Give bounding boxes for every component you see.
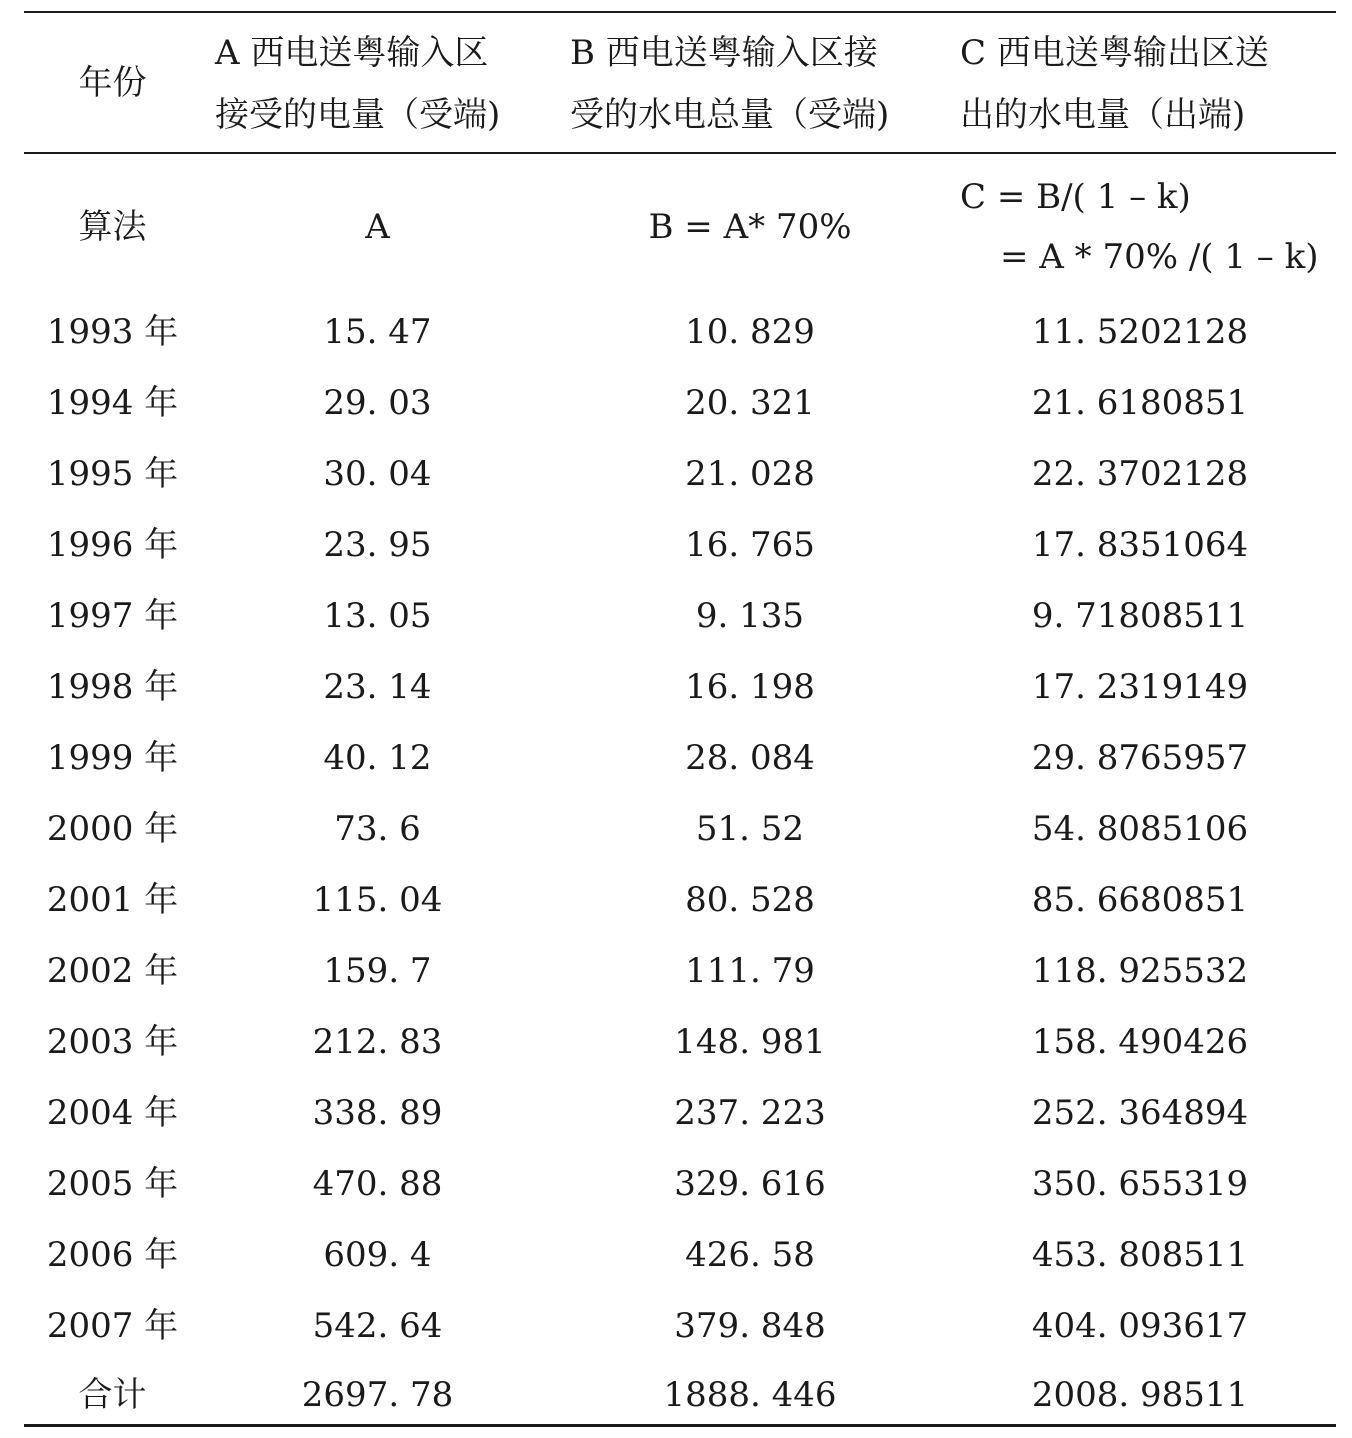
- row-value-c: 85. 6680851: [1031, 880, 1249, 920]
- method-a: A: [365, 207, 390, 247]
- row-value-a: 73. 6: [334, 809, 421, 849]
- table-row: [0, 1093, 1352, 1146]
- method-b: B = A* 70%: [648, 207, 852, 247]
- header-col-b: [570, 22, 889, 146]
- row-value-a: 15. 47: [323, 312, 432, 352]
- row-year: 2004 年: [46, 1093, 179, 1133]
- row-value-b: 28. 084: [685, 738, 815, 778]
- row-value-b: 20. 321: [685, 383, 815, 423]
- header-col-a-line1: A 西电送粤输入区: [215, 33, 489, 73]
- row-value-c: 453. 808511: [1031, 1235, 1249, 1275]
- row-value-c: 17. 8351064: [1031, 525, 1249, 565]
- row-value-b: 16. 198: [685, 667, 815, 707]
- table-row: [0, 1022, 1352, 1075]
- row-value-c: 404. 093617: [1031, 1306, 1249, 1346]
- table-row: [0, 525, 1352, 578]
- table-row: [0, 667, 1352, 720]
- row-value-b: 237. 223: [674, 1093, 826, 1133]
- row-value-a: 470. 88: [312, 1164, 443, 1204]
- row-value-a: 30. 04: [323, 454, 432, 494]
- method-c-line2: = A * 70% /( 1 – k): [1000, 237, 1319, 277]
- row-value-a: 212. 83: [312, 1022, 443, 1062]
- header-year: 年份: [78, 63, 147, 103]
- header-col-b-line2: 受的水电总量（受端): [570, 95, 890, 135]
- method-c-line1: C = B/( 1 – k): [960, 177, 1191, 217]
- row-year: 2006 年: [46, 1235, 179, 1275]
- table-row: [0, 809, 1352, 862]
- row-value-a: 115. 04: [312, 880, 443, 920]
- header-col-a-line2: 接受的电量（受端): [215, 95, 501, 135]
- method-label: 算法: [78, 207, 147, 247]
- row-value-b: 51. 52: [695, 809, 805, 849]
- total-label: 合计: [78, 1375, 147, 1415]
- header-col-a: [215, 22, 500, 146]
- row-value-a: 338. 89: [312, 1093, 443, 1133]
- row-value-b: 426. 58: [685, 1235, 815, 1275]
- row-year: 1993 年: [46, 312, 179, 352]
- row-value-a: 609. 4: [323, 1235, 432, 1275]
- row-value-b: 111. 79: [685, 951, 815, 991]
- row-value-b: 80. 528: [685, 880, 815, 920]
- table-row: [0, 312, 1352, 365]
- row-value-c: 21. 6180851: [1031, 383, 1249, 423]
- table-bottom-rule: [24, 1424, 1336, 1427]
- row-value-a: 40. 12: [323, 738, 432, 778]
- table-row: [0, 738, 1352, 791]
- total-a: 2697. 78: [301, 1375, 454, 1415]
- row-value-c: 17. 2319149: [1031, 667, 1249, 707]
- row-value-a: 13. 05: [323, 596, 432, 636]
- table-top-rule: [24, 11, 1336, 13]
- row-value-c: 158. 490426: [1031, 1022, 1249, 1062]
- table-row: [0, 1164, 1352, 1217]
- row-value-c: 11. 5202128: [1031, 312, 1249, 352]
- row-value-c: 9. 71808511: [1031, 596, 1249, 636]
- row-value-b: 379. 848: [674, 1306, 826, 1346]
- table-row: [0, 1306, 1352, 1359]
- total-c: 2008. 98511: [1031, 1375, 1249, 1415]
- row-value-a: 542. 64: [312, 1306, 443, 1346]
- row-year: 1997 年: [46, 596, 179, 636]
- total-row: [0, 1375, 1352, 1428]
- table-row: [0, 383, 1352, 436]
- row-value-a: 23. 14: [323, 667, 432, 707]
- row-value-c: 350. 655319: [1031, 1164, 1249, 1204]
- table-row: [0, 596, 1352, 649]
- row-value-a: 29. 03: [323, 383, 432, 423]
- row-value-a: 23. 95: [323, 525, 432, 565]
- row-value-c: 29. 8765957: [1031, 738, 1249, 778]
- row-year: 1998 年: [46, 667, 179, 707]
- row-value-c: 118. 925532: [1031, 951, 1249, 991]
- table-row: [0, 951, 1352, 1004]
- table-row: [0, 880, 1352, 933]
- row-year: 2002 年: [46, 951, 179, 991]
- header-col-c-line2: 出的水电量（出端): [960, 95, 1246, 135]
- header-col-c: [960, 22, 1269, 146]
- row-value-b: 329. 616: [674, 1164, 826, 1204]
- row-year: 2001 年: [46, 880, 179, 920]
- row-year: 2007 年: [46, 1306, 179, 1346]
- row-year: 2003 年: [46, 1022, 179, 1062]
- row-value-c: 54. 8085106: [1031, 809, 1249, 849]
- row-value-b: 21. 028: [685, 454, 815, 494]
- row-value-a: 159. 7: [323, 951, 432, 991]
- row-year: 2000 年: [46, 809, 179, 849]
- row-value-c: 252. 364894: [1031, 1093, 1249, 1133]
- row-year: 2005 年: [46, 1164, 179, 1204]
- header-rule: [24, 152, 1336, 154]
- row-year: 1999 年: [46, 738, 179, 778]
- row-value-b: 148. 981: [674, 1022, 826, 1062]
- header-col-b-line1: B 西电送粤输入区接: [570, 33, 878, 73]
- row-value-c: 22. 3702128: [1031, 454, 1249, 494]
- table-row: [0, 454, 1352, 507]
- row-year: 1996 年: [46, 525, 179, 565]
- header-col-c-line1: C 西电送粤输出区送: [960, 33, 1269, 73]
- row-value-b: 16. 765: [685, 525, 815, 565]
- row-year: 1995 年: [46, 454, 179, 494]
- row-value-b: 9. 135: [695, 596, 805, 636]
- table-row: [0, 1235, 1352, 1288]
- row-year: 1994 年: [46, 383, 179, 423]
- total-b: 1888. 446: [663, 1375, 837, 1415]
- row-value-b: 10. 829: [685, 312, 815, 352]
